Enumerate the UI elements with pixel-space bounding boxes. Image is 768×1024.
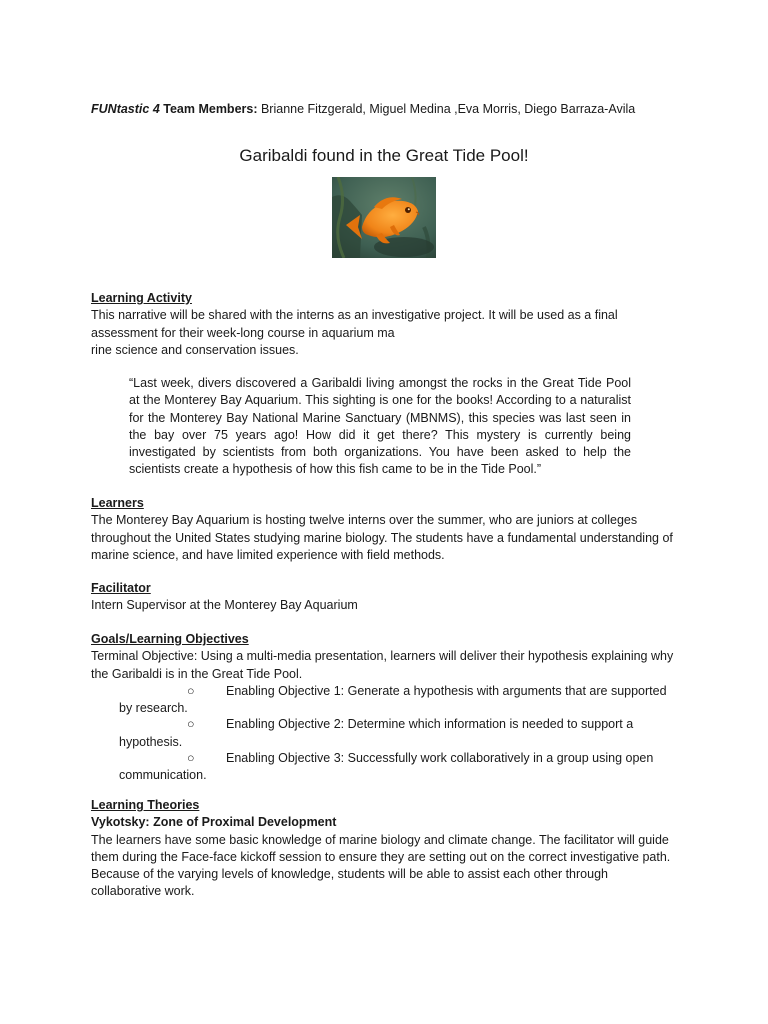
document-title: Garibaldi found in the Great Tide Pool! xyxy=(239,146,529,165)
learning-activity-heading: Learning Activity xyxy=(91,291,192,305)
team-members-names: Brianne Fitzgerald, Miguel Medina ,Eva Morris, Diego Barraza-Avila xyxy=(257,102,636,116)
learners-section xyxy=(91,495,681,564)
learning-activity-line-1: This narrative will be shared with the interns as an investigative project. It will be used as a final xyxy=(91,308,618,323)
learning-theories-body: The learners have some basic knowledge of marine biology and climate change. The facilitator will guide them during the Face-face kickoff session to ensure they are setting out on the correct investigative path. Because of the varying levels of knowledge, students will be able to assist each other through collaborative work. xyxy=(91,832,671,899)
goals-heading: Goals/Learning Objectives xyxy=(91,632,249,646)
learners-heading: Learners xyxy=(91,496,144,510)
goals-section xyxy=(91,631,681,785)
garibaldi-fish-image xyxy=(332,177,436,258)
terminal-objective: Terminal Objective: Using a multi-media presentation, learners will deliver their hypothesis explaining why the Garibaldi is in the Great Tide Pool. xyxy=(91,649,674,681)
facilitator-section xyxy=(91,580,681,615)
learning-activity-line-2: assessment for their week-long course in aquarium ma xyxy=(91,325,395,340)
enabling-objective-text: Enabling Objective 3: Successfully work collaboratively in a group using open communication. xyxy=(119,751,654,783)
learning-theories-heading: Learning Theories xyxy=(91,798,200,812)
learners-body: The Monterey Bay Aquarium is hosting twelve interns over the summer, who are juniors at colleges throughout the United States studying marine biology. The students have a fundamental understanding of marine science, and have limited experience with field methods. xyxy=(91,513,673,562)
team-members-label: Team Members: xyxy=(159,102,258,116)
bullet-icon: ○ xyxy=(187,751,195,766)
enabling-objective-text: Enabling Objective 2: Determine which information is needed to support a hypothesis. xyxy=(119,717,634,749)
learning-activity-line-3: rine science and conservation issues. xyxy=(91,342,299,357)
enabling-objective-1 xyxy=(91,683,681,718)
bullet-icon: ○ xyxy=(187,683,195,698)
facilitator-heading: Facilitator xyxy=(91,581,151,595)
bullet-icon: ○ xyxy=(187,717,195,732)
facilitator-body: Intern Supervisor at the Monterey Bay Aquarium xyxy=(91,598,358,613)
enabling-objective-3 xyxy=(91,750,681,785)
enabling-objective-text: Enabling Objective 1: Generate a hypothesis with arguments that are supported by research. xyxy=(119,683,667,716)
learning-activity-section xyxy=(91,290,681,359)
team-members-line xyxy=(91,102,635,116)
learning-theories-section xyxy=(91,797,681,901)
enabling-objective-2 xyxy=(91,716,681,751)
narrative-quote: “Last week, divers discovered a Garibaldi living amongst the rocks in the Great Tide Pool at the Monterey Bay Aquarium. This sighting is one for the books! According to a naturalist for the Monterey Bay National Marine Sanctuary (MBNMS), this species was last seen in the bay over 75 years ago! How did it get there? This mystery is currently being investigated by scientists from both organizations. You have been asked to help the scientists create a hypothesis of how this fish came to be in the Tide Pool.” xyxy=(129,376,631,477)
theory-subheading: Vykotsky: Zone of Proximal Development xyxy=(91,815,337,830)
team-name: FUNtastic 4 xyxy=(91,102,160,116)
